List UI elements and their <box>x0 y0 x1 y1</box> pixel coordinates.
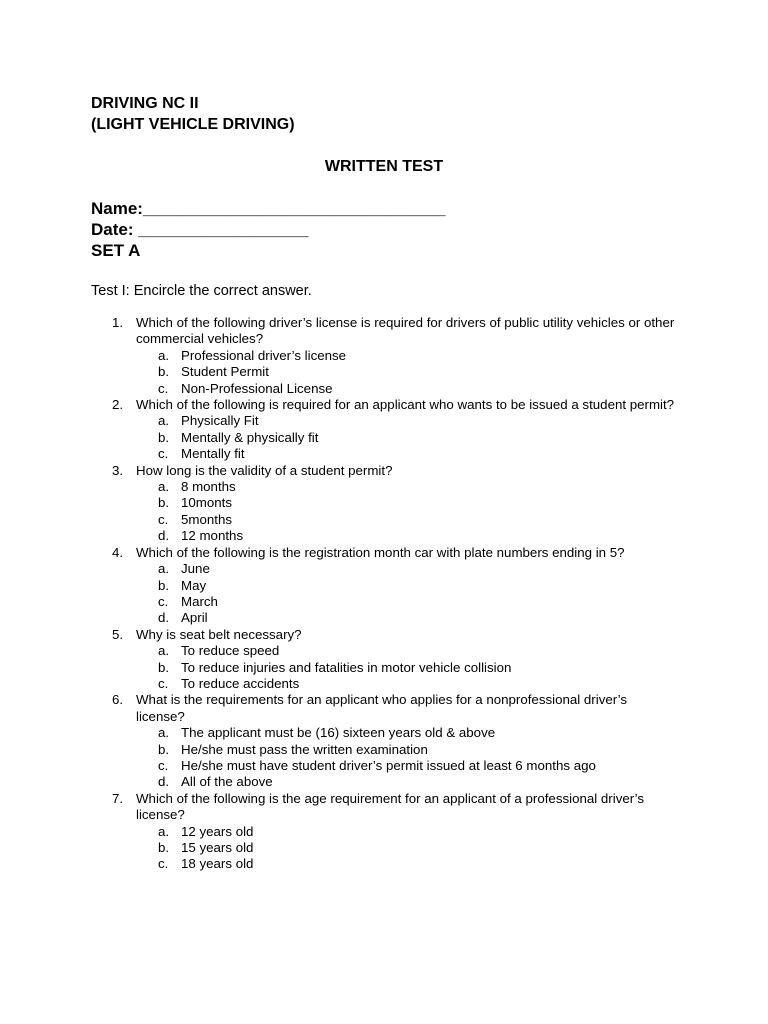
option-text: Non-Professional License <box>181 380 333 396</box>
option-text: Physically Fit <box>181 413 259 429</box>
option-letter: c. <box>158 856 169 872</box>
question-number: 1. <box>112 315 124 330</box>
answer-option[interactable] <box>0 348 768 364</box>
option-letter: a. <box>158 823 170 839</box>
option-letter: b. <box>158 840 170 855</box>
answer-option[interactable] <box>0 364 768 380</box>
answer-option[interactable] <box>0 528 768 544</box>
option-letter: a. <box>158 347 170 363</box>
question-text: How long is the validity of a student permit? <box>136 462 393 478</box>
option-text: The applicant must be (16) sixteen years old & above <box>181 725 496 741</box>
question-number: 7. <box>112 790 124 806</box>
option-letter: b. <box>158 741 170 757</box>
option-letter: a. <box>158 479 170 495</box>
answer-option[interactable] <box>0 381 768 397</box>
instructions: Test I: Encircle the correct answer. <box>91 283 312 299</box>
question-6 <box>0 692 676 725</box>
option-text: He/she must pass the written examination <box>181 741 428 757</box>
question-number: 3. <box>112 462 124 478</box>
answer-option[interactable] <box>0 824 768 840</box>
answer-option[interactable] <box>0 774 768 790</box>
option-text: Professional driver’s license <box>181 347 347 363</box>
answer-option[interactable] <box>0 479 768 495</box>
question-2 <box>0 397 676 413</box>
option-letter: b. <box>158 577 170 593</box>
option-letter: b. <box>158 429 170 445</box>
question-number: 4. <box>112 544 124 560</box>
option-text: May <box>181 577 207 593</box>
option-letter: b. <box>158 495 170 511</box>
question-number: 2. <box>112 397 124 413</box>
answer-option[interactable] <box>0 561 768 577</box>
question-text: What is the requirements for an applicant who applies for a nonprofessional driver’s license? <box>136 692 628 724</box>
option-letter: c. <box>158 446 169 462</box>
option-text: To reduce injuries and fatalities in motor vehicle collision <box>181 659 512 675</box>
option-text: He/she must have student driver’s permit issued at least 6 months ago <box>181 757 596 773</box>
question-text: Which of the following is the age requirement for an applicant of a professional driver’s license? <box>136 790 645 823</box>
question-5 <box>0 627 676 643</box>
option-text: March <box>181 593 218 609</box>
option-letter: a. <box>158 725 170 741</box>
option-text: June <box>181 561 210 577</box>
option-text: April <box>181 610 208 626</box>
question-7 <box>0 791 676 824</box>
option-text: Mentally & physically fit <box>181 429 319 445</box>
answer-option[interactable] <box>0 840 768 856</box>
option-text: 18 years old <box>181 856 254 872</box>
answer-option[interactable] <box>0 660 768 676</box>
date-field: Date: __________________ <box>91 220 309 239</box>
option-letter: a. <box>158 643 170 659</box>
option-text: 5months <box>181 511 232 527</box>
name-field: Name:________________________________ <box>91 199 446 218</box>
option-text: 12 years old <box>181 823 254 839</box>
option-text: 8 months <box>181 479 236 495</box>
option-text: 15 years old <box>181 840 254 855</box>
question-text: Which of the following driver’s license is required for drivers of public utility vehicles or other commercial vehicles? <box>136 315 675 347</box>
answer-option[interactable] <box>0 594 768 610</box>
question-number: 6. <box>112 692 124 708</box>
option-text: 10monts <box>181 495 232 511</box>
option-letter: b. <box>158 659 170 675</box>
option-letter: c. <box>158 675 169 691</box>
option-letter: a. <box>158 413 170 429</box>
set-label: SET A <box>91 241 141 260</box>
answer-option[interactable] <box>0 413 768 429</box>
test-title: WRITTEN TEST <box>324 158 444 175</box>
answer-option[interactable] <box>0 676 768 692</box>
option-letter: a. <box>158 561 170 577</box>
option-text: Student Permit <box>181 364 269 380</box>
answer-option[interactable] <box>0 643 768 659</box>
option-text: To reduce speed <box>181 643 280 659</box>
option-text: All of the above <box>181 774 273 790</box>
option-text: To reduce accidents <box>181 675 300 691</box>
course-subtitle: (LIGHT VEHICLE DRIVING) <box>91 116 295 133</box>
question-list <box>0 315 768 873</box>
answer-option[interactable] <box>0 512 768 528</box>
course-title: DRIVING NC II <box>91 95 199 112</box>
answer-option[interactable] <box>0 446 768 462</box>
option-letter: d. <box>158 774 170 790</box>
option-text: 12 months <box>181 528 244 544</box>
option-letter: d. <box>158 610 170 626</box>
answer-option[interactable] <box>0 430 768 446</box>
answer-option[interactable] <box>0 725 768 741</box>
option-letter: c. <box>158 593 169 609</box>
option-letter: c. <box>158 380 169 396</box>
option-text: Mentally fit <box>181 446 245 462</box>
question-text: Why is seat belt necessary? <box>136 626 302 642</box>
answer-option[interactable] <box>0 495 768 511</box>
option-letter: b. <box>158 364 170 380</box>
answer-option[interactable] <box>0 856 768 872</box>
answer-option[interactable] <box>0 610 768 626</box>
question-1 <box>0 315 676 348</box>
question-number: 5. <box>112 626 124 642</box>
question-3 <box>0 463 676 479</box>
answer-option[interactable] <box>0 742 768 758</box>
question-text: Which of the following is required for an applicant who wants to be issued a student permit? <box>136 397 675 413</box>
answer-option[interactable] <box>0 758 768 774</box>
option-letter: d. <box>158 528 170 544</box>
question-text: Which of the following is the registration month car with plate numbers ending in 5? <box>136 544 625 560</box>
question-4 <box>0 545 676 561</box>
answer-option[interactable] <box>0 578 768 594</box>
option-letter: c. <box>158 757 169 773</box>
option-letter: c. <box>158 511 169 527</box>
